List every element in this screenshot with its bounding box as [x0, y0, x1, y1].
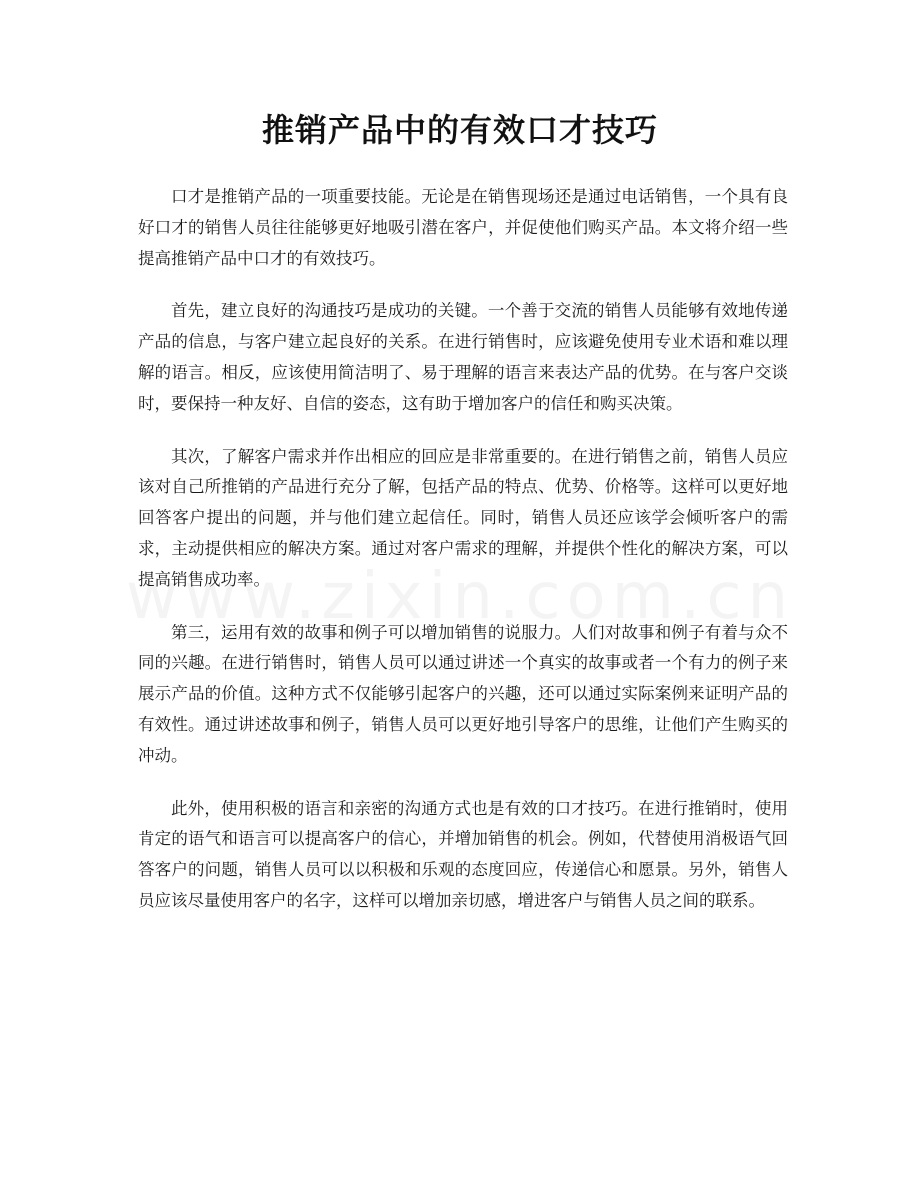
paragraph-5: 此外，使用积极的语言和亲密的沟通方式也是有效的口才技巧。在进行推销时，使用肯定的语气和语言可以提高客户的信心，并增加销售的机会。例如，代替使用消极语气回答客户的问题，销售人员可以以积极和乐观的态度回应，传递信心和愿景。另外，销售人员应该尽量使用客户的名字，这样可以增加亲切感，增进客户与销售人员之间的联系。 [138, 798, 788, 910]
paragraph-3: 其次，了解客户需求并作出相应的回应是非常重要的。在进行销售之前，销售人员应该对自己所推销的产品进行充分了解，包括产品的特点、优势、价格等。这样可以更好地回答客户提出的问题，并与他们建立起信任。同时，销售人员还应该学会倾听客户的需求，主动提供相应的解决方案。通过对客户需求的理解，并提供个性化的解决方案，可以提高销售成功率。 [138, 446, 788, 589]
document-title: 推销产品中的有效口才技巧 [261, 111, 658, 149]
paragraph-4: 第三，运用有效的故事和例子可以增加销售的说服力。人们对故事和例子有着与众不同的兴趣。在进行销售时，销售人员可以通过讲述一个真实的故事或者一个有力的例子来展示产品的价值。这种方式不仅能够引起客户的兴趣，还可以通过实际案例来证明产品的有效性。通过讲述故事和例子，销售人员可以更好地引导客户的思维，让他们产生购买的冲动。 [138, 622, 788, 765]
paragraph-2: 首先，建立良好的沟通技巧是成功的关键。一个善于交流的销售人员能够有效地传递产品的信息，与客户建立起良好的关系。在进行销售时，应该避免使用专业术语和难以理解的语言。相反，应该使用简洁明了、易于理解的语言来表达产品的优势。在与客户交谈时，要保持一种友好、自信的姿态，这有助于增加客户的信任和购买决策。 [138, 301, 788, 413]
paragraph-1: 口才是推销产品的一项重要技能。无论是在销售现场还是通过电话销售，一个具有良好口才的销售人员往往能够更好地吸引潜在客户，并促使他们购买产品。本文将介绍一些提高推销产品中口才的有效技巧。 [138, 187, 788, 268]
document-body [138, 182, 788, 939]
